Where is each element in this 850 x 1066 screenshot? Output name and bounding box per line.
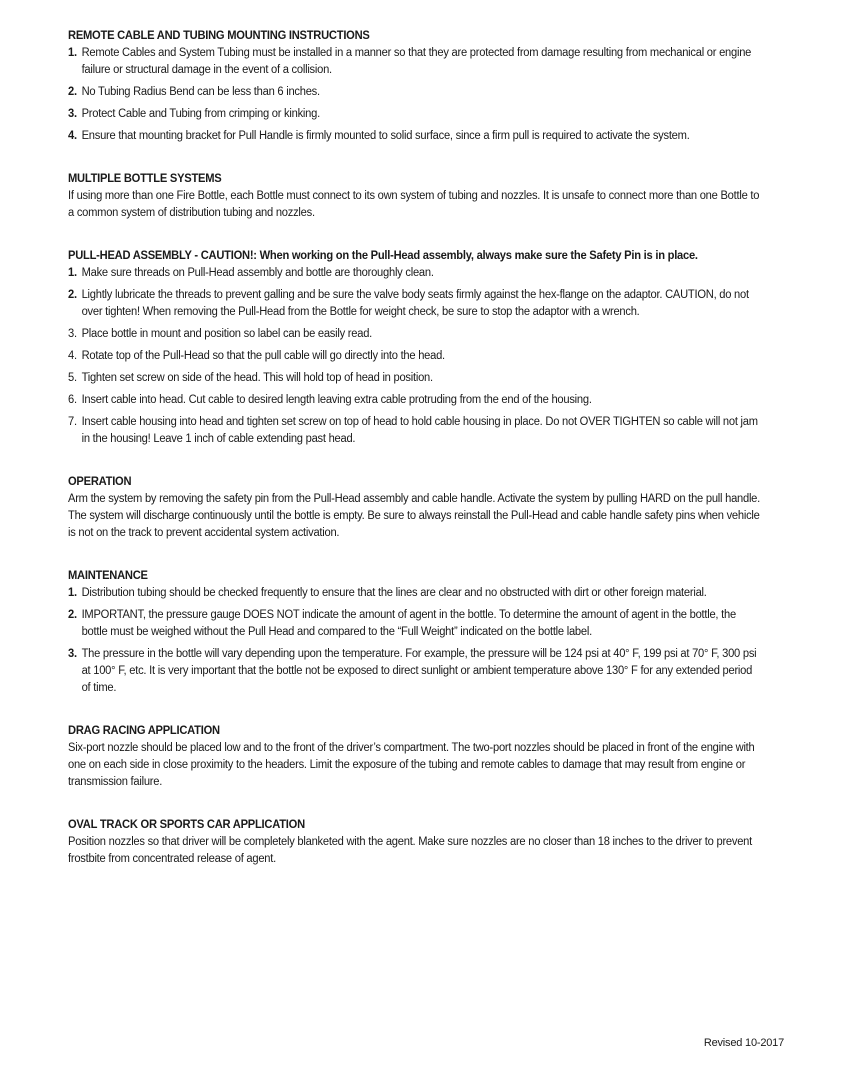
item-text: No Tubing Radius Bend can be less than 6 inches. [81, 86, 320, 98]
section-remote-cable [68, 28, 763, 145]
instruction-list [68, 585, 763, 697]
item-text: Place bottle in mount and position so label can be easily read. [81, 328, 373, 340]
list-item [68, 414, 763, 448]
item-text: Protect Cable and Tubing from crimping or kinking. [81, 108, 320, 120]
section-heading: MAINTENANCE [68, 570, 148, 582]
list-item [68, 45, 763, 79]
section-paragraph: Arm the system by removing the safety pin from the Pull-Head assembly and cable handle. Activate the system by pulling HARD on the pull handle. The system will discharge continuously until the bottle is empty. Be sure to always reinstall the Pull-Head and cable handle safety pins when vehicle is not on the track to prevent accidental system activation. [68, 493, 761, 539]
section-heading: MULTIPLE BOTTLE SYSTEMS [68, 173, 222, 185]
list-item [68, 585, 763, 602]
instruction-list [68, 45, 763, 145]
item-number: 2. [68, 86, 77, 98]
section-heading: REMOTE CABLE AND TUBING MOUNTING INSTRUCTIONS [68, 30, 370, 42]
section-pull-head [68, 248, 763, 448]
item-number: 1. [68, 587, 77, 599]
list-item [68, 265, 763, 282]
list-item [68, 287, 763, 321]
item-number: 1. [68, 47, 77, 59]
instruction-list [68, 265, 763, 448]
list-item [68, 392, 763, 409]
item-text: Insert cable housing into head and tighten set screw on top of head to hold cable housing in place. Do not OVER TIGHTEN so cable will not jam in the housing! Leave 1 inch of cable extending past head. [81, 416, 758, 445]
list-item [68, 84, 763, 101]
item-number: 5. [68, 372, 77, 384]
item-text: Insert cable into head. Cut cable to desired length leaving extra cable protruding from the end of the housing. [81, 394, 592, 406]
item-text: Remote Cables and System Tubing must be installed in a manner so that they are protected from damage resulting from mechanical or engine failure or structural damage in the event of a collision. [81, 47, 752, 76]
heading-lead: PULL-HEAD ASSEMBLY - [68, 250, 201, 262]
item-number: 7. [68, 416, 77, 428]
item-text: Lightly lubricate the threads to prevent galling and be sure the valve body seats firmly against the hex-flange on the adaptor. CAUTION, do not over tighten! When removing the Pull-Head from the Bottle for weight check, be sure to stop the adaptor with a wrench. [81, 289, 749, 318]
section-heading: DRAG RACING APPLICATION [68, 725, 220, 737]
section-paragraph: Six-port nozzle should be placed low and to the front of the driver’s compartment. The two-port nozzles should be placed in front of the engine with one on each side in close proximity to the headers. Limit the exposure of the tubing and remote cables to damage that may result from engine or transmission failure. [68, 742, 755, 788]
list-item [68, 348, 763, 365]
item-text: Make sure threads on Pull-Head assembly and bottle are thoroughly clean. [81, 267, 434, 279]
item-number: 2. [68, 609, 77, 621]
item-number: 1. [68, 267, 77, 279]
item-number: 4. [68, 350, 77, 362]
item-number: 3. [68, 108, 77, 120]
revision-note: Revised 10-2017 [703, 1037, 784, 1049]
caution-text: CAUTION!: When working on the Pull-Head assembly, always make sure the Safety Pin is in place. [200, 250, 698, 262]
item-number: 6. [68, 394, 77, 406]
item-text: Tighten set screw on side of the head. This will hold top of head in position. [81, 372, 433, 384]
list-item [68, 646, 763, 697]
section-operation [68, 474, 763, 542]
list-item [68, 370, 763, 387]
list-item [68, 106, 763, 123]
item-number: 3. [68, 648, 77, 660]
section-oval-track [68, 817, 763, 868]
item-text: IMPORTANT, the pressure gauge DOES NOT indicate the amount of agent in the bottle. To determine the amount of agent in the bottle, the bottle must be weighed without the Pull Head and compared to the “Full Weight” indicated on the bottle label. [81, 609, 736, 638]
list-item [68, 128, 763, 145]
item-number: 3. [68, 328, 77, 340]
section-multiple-bottle [68, 171, 763, 222]
section-heading [68, 248, 763, 265]
section-paragraph: Position nozzles so that driver will be completely blanketed with the agent. Make sure nozzles are no closer than 18 inches to the driver to prevent frostbite from concentrated release of agent. [68, 836, 753, 865]
item-text: Ensure that mounting bracket for Pull Handle is firmly mounted to solid surface, since a firm pull is required to activate the system. [81, 130, 690, 142]
document-page [68, 28, 763, 894]
item-text: Distribution tubing should be checked frequently to ensure that the lines are clear and no obstructed with dirt or other foreign material. [81, 587, 707, 599]
section-heading: OVAL TRACK OR SPORTS CAR APPLICATION [68, 819, 305, 831]
item-text: Rotate top of the Pull-Head so that the pull cable will go directly into the head. [81, 350, 445, 362]
section-drag-racing [68, 723, 763, 791]
item-number: 4. [68, 130, 77, 142]
list-item [68, 326, 763, 343]
item-text: The pressure in the bottle will vary depending upon the temperature. For example, the pressure will be 124 psi at 40° F, 199 psi at 70° F, 300 psi at 100° F, etc. It is very important that the bottle not be exposed to direct sunlight or ambient temperature above 130° F for any extended period of time. [81, 648, 757, 694]
section-heading: OPERATION [68, 476, 132, 488]
section-paragraph: If using more than one Fire Bottle, each Bottle must connect to its own system of tubing and nozzles. It is unsafe to connect more than one Bottle to a common system of distribution tubing and nozzles. [68, 190, 760, 219]
list-item [68, 607, 763, 641]
item-number: 2. [68, 289, 77, 301]
section-maintenance [68, 568, 763, 697]
